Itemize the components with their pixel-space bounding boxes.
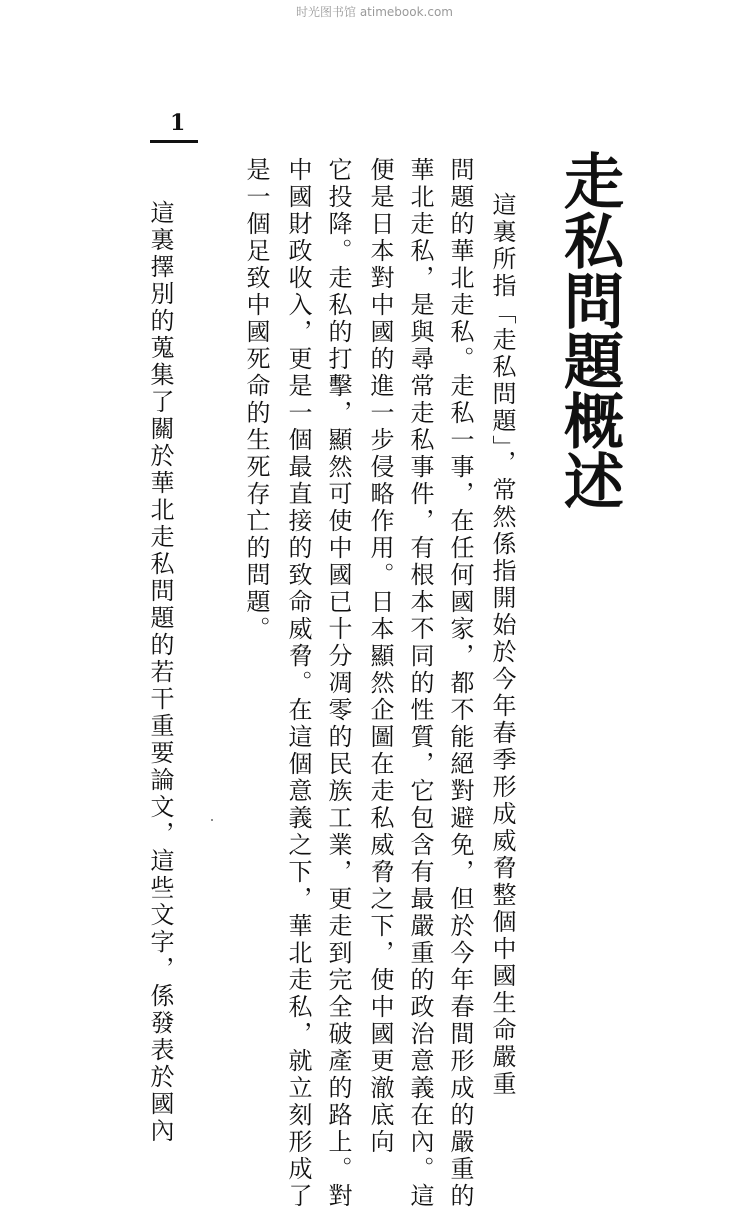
text-column-4: 便是日本對中國的進一步侵略作用。日本顯然企圖在走私威脅之下，使中國更澈底向 bbox=[366, 157, 394, 1156]
text-column-7: 是一個足致中國死命的生死存亡的問題。 bbox=[242, 157, 270, 643]
chapter-title: 走私問題概述 bbox=[554, 150, 624, 510]
text-column-1: 這裏所指「走私問題」，常然係指開始於今年春季形成威脅整個中國生命嚴重 bbox=[488, 192, 516, 1098]
watermark-text: 时光图书馆 atimebook.com bbox=[296, 5, 453, 19]
text-column-5: 它投降。走私的打擊，顯然可使中國已十分凋零的民族工業，更走到完全破產的路上。對 bbox=[324, 157, 352, 1210]
page-number: 1 bbox=[170, 110, 186, 136]
text-column-2: 問題的華北走私。走私一事，在任何國家，都不能絕對避免，但於今年春間形成的嚴重的 bbox=[446, 157, 474, 1210]
text-column-3: 華北走私，是與尋常走私事件，有根本不同的性質，它包含有最嚴重的政治意義在內。這 bbox=[406, 157, 434, 1210]
text-column-6: 中國財政收入，更是一個最直接的致命威脅。在這個意義之下，華北走私，就立刻形成了 bbox=[284, 157, 312, 1210]
scan-speck bbox=[211, 819, 213, 821]
page-number-rule bbox=[150, 140, 198, 143]
text-column-8: 這裏擇別的蒐集了關於華北走私問題的若干重要論文，這些文字，係發表於國內 bbox=[146, 200, 174, 1145]
